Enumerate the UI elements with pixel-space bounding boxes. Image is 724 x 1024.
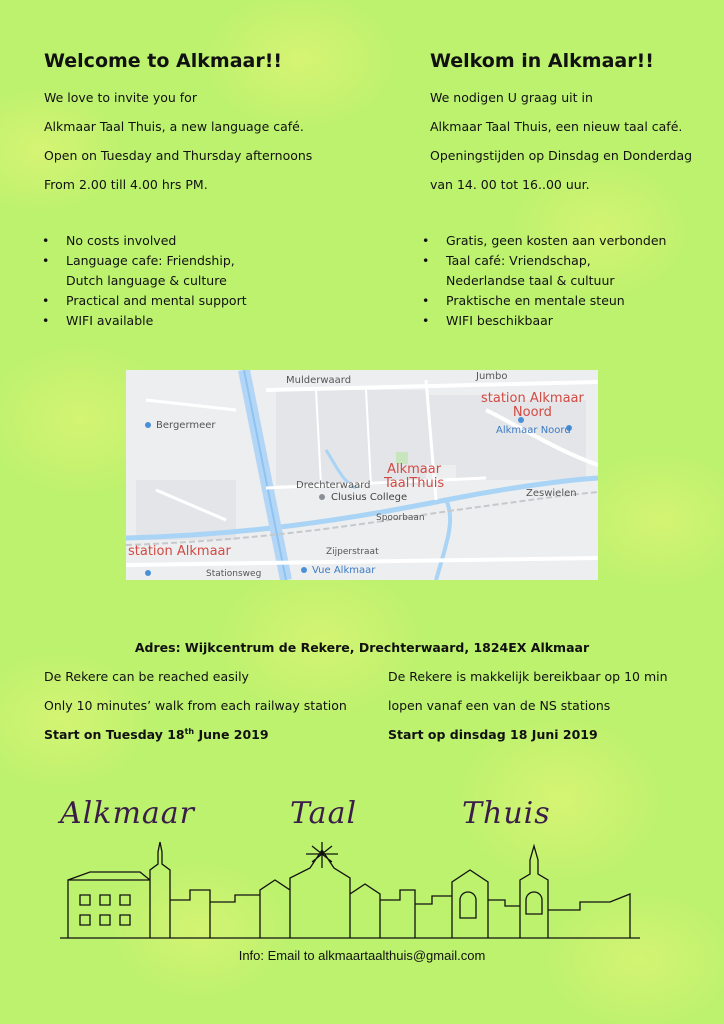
logo-word-thuis: Thuis — [462, 796, 551, 831]
location-map[interactable] — [126, 370, 598, 580]
map-road — [146, 400, 236, 410]
english-heading: Welcome to Alkmaar!! — [44, 50, 283, 72]
english-line-1: We love to invite you for — [44, 90, 197, 105]
start-english-post: June 2019 — [194, 727, 269, 743]
start-english-sup: th — [184, 727, 195, 736]
map-pin — [145, 570, 151, 576]
dutch-line-1: We nodigen U graag uit in — [430, 90, 593, 105]
start-english-pre: Start on Tuesday 18 — [44, 727, 185, 743]
map-label-spoorbaan: Spoorbaan — [376, 513, 425, 523]
dutch-line-3: Openingstijden op Dinsdag en Donderdag — [430, 148, 693, 163]
english-line-3: Open on Tuesday and Thursday afternoons — [44, 148, 313, 163]
skyline-icon — [60, 840, 640, 940]
logo-word-alkmaar: Alkmaar — [60, 796, 195, 831]
map-label-zeswielen: Zeswielen — [526, 488, 577, 499]
map-label-drechterwaard: Drechterwaard — [296, 480, 371, 491]
english-column — [44, 50, 374, 192]
map-label-station-noord-line-2: Noord — [512, 405, 552, 420]
list-item-continuation: Dutch language & culture — [66, 273, 227, 288]
reach-dutch-1: De Rekere is makkelijk bereikbaar op 10 min — [388, 669, 668, 684]
list-item: • Practical and mental support — [40, 291, 340, 311]
reach-dutch-2: lopen vanaf een van de NS stations — [388, 698, 611, 713]
map-label-bergermeer: Bergermeer — [156, 420, 216, 431]
map-label-taalthuis-line-1: Alkmaar — [387, 462, 442, 477]
map-pin — [319, 494, 325, 500]
map-pin — [145, 422, 151, 428]
dutch-heading: Welkom in Alkmaar!! — [430, 50, 654, 72]
list-item: • Praktische en mentale steun — [420, 291, 720, 311]
map-label-taalthuis — [384, 463, 444, 491]
list-item: • No costs involved — [40, 231, 340, 251]
map-road — [126, 558, 598, 565]
list-item: • Language cafe: Friendship, — [40, 251, 340, 271]
map-label-clusius: Clusius College — [331, 492, 408, 503]
dutch-line-4: van 14. 00 tot 16..00 uur. — [430, 177, 590, 192]
english-line-4: From 2.00 till 4.00 hrs PM. — [44, 177, 208, 192]
english-line-2: Alkmaar Taal Thuis, a new language café. — [44, 119, 304, 134]
info-email: Info: Email to alkmaartaalthuis@gmail.com — [238, 948, 486, 963]
reach-english-1: De Rekere can be reached easily — [44, 669, 249, 684]
map-label-taalthuis-line-2: TaalThuis — [384, 476, 445, 491]
reach-english-2: Only 10 minutes’ walk from each railway station — [44, 698, 347, 713]
map-label-alkmaar-noord: Alkmaar Noord — [496, 425, 571, 436]
address: Adres: Wijkcentrum de Rekere, Drechterwaard, 1824EX Alkmaar — [134, 640, 590, 655]
map-label-vue: Vue Alkmaar — [312, 565, 376, 576]
map-label-station-noord — [481, 392, 584, 420]
dutch-bullet-list — [420, 231, 720, 331]
start-dutch: Start op dinsdag 18 Juni 2019 — [388, 727, 598, 742]
map-label-station: station Alkmaar — [128, 544, 231, 559]
list-item-continuation: Nederlandse taal & cultuur — [446, 273, 615, 288]
list-item: • Gratis, geen kosten aan verbonden — [420, 231, 720, 251]
map-pin — [301, 567, 307, 573]
map-label-stationsweg: Stationsweg — [206, 569, 262, 579]
map-label-station-noord-line-1: station Alkmaar — [481, 391, 584, 406]
dutch-line-2: Alkmaar Taal Thuis, een nieuw taal café. — [430, 119, 683, 134]
map-label-jumbo: Jumbo — [476, 371, 508, 382]
logo-word-taal: Taal — [290, 796, 358, 831]
logo — [0, 780, 724, 940]
list-item: • WIFI available — [40, 311, 340, 331]
english-bullet-list — [40, 231, 340, 331]
map-label-zijperstraat: Zijperstraat — [326, 547, 379, 557]
start-english — [44, 727, 269, 742]
dutch-column — [430, 50, 720, 192]
list-item: • Taal café: Vriendschap, — [420, 251, 720, 271]
list-item: • WIFI beschikbaar — [420, 311, 720, 331]
map-label-mulderwaard: Mulderwaard — [286, 375, 352, 386]
